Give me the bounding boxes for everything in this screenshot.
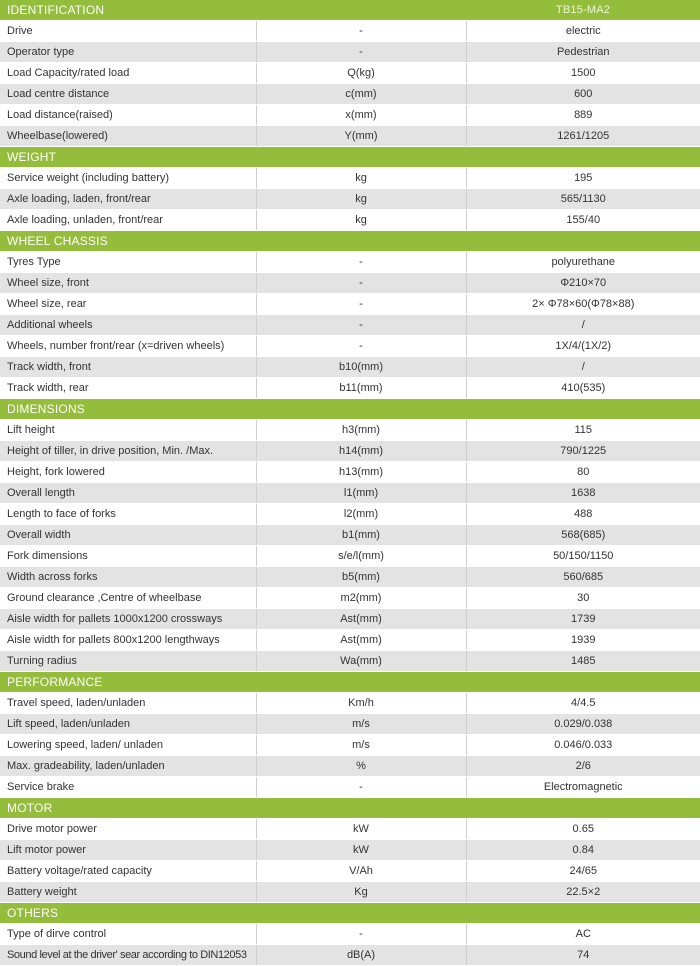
spec-value: 24/65 xyxy=(466,861,700,882)
spec-row xyxy=(0,420,700,441)
spec-row xyxy=(0,756,700,777)
spec-value: Pedestrian xyxy=(466,42,700,63)
spec-unit: x(mm) xyxy=(256,105,466,126)
model-name: TB15-MA2 xyxy=(466,0,700,21)
spec-value: 1485 xyxy=(466,651,700,672)
spec-unit: kW xyxy=(256,840,466,861)
spec-row xyxy=(0,651,700,672)
spec-label: Aisle width for pallets 1000x1200 crossways xyxy=(0,609,256,630)
spec-label: Track width, front xyxy=(0,357,256,378)
spec-label: Wheels, number front/rear (x=driven wheels) xyxy=(0,336,256,357)
spec-row xyxy=(0,714,700,735)
spec-label: Width across forks xyxy=(0,567,256,588)
spec-unit: m2(mm) xyxy=(256,588,466,609)
spec-row xyxy=(0,168,700,189)
spec-unit: m/s xyxy=(256,714,466,735)
spec-value: 1638 xyxy=(466,483,700,504)
spec-label: Lift motor power xyxy=(0,840,256,861)
spec-value: / xyxy=(466,357,700,378)
spec-label: Drive xyxy=(0,21,256,42)
section-title: MOTOR xyxy=(0,798,700,819)
spec-value: 560/685 xyxy=(466,567,700,588)
section-header-performance xyxy=(0,672,700,693)
spec-label: Drive motor power xyxy=(0,819,256,840)
section-title: IDENTIFICATION xyxy=(0,0,466,21)
spec-unit: h3(mm) xyxy=(256,420,466,441)
section-header-dimensions xyxy=(0,399,700,420)
section-header-weight xyxy=(0,147,700,168)
spec-label: Track width, rear xyxy=(0,378,256,399)
spec-value: 0.046/0.033 xyxy=(466,735,700,756)
spec-value: Φ210×70 xyxy=(466,273,700,294)
spec-row xyxy=(0,210,700,231)
spec-value: 4/4.5 xyxy=(466,693,700,714)
spec-label: Aisle width for pallets 800x1200 lengthways xyxy=(0,630,256,651)
spec-unit: % xyxy=(256,756,466,777)
spec-value: 0.84 xyxy=(466,840,700,861)
spec-row xyxy=(0,525,700,546)
spec-row xyxy=(0,861,700,882)
spec-value: 115 xyxy=(466,420,700,441)
spec-unit: h13(mm) xyxy=(256,462,466,483)
spec-unit: h14(mm) xyxy=(256,441,466,462)
spec-value: 2× Φ78×60(Φ78×88) xyxy=(466,294,700,315)
spec-value: 568(685) xyxy=(466,525,700,546)
spec-label: Load Capacity/rated load xyxy=(0,63,256,84)
spec-row xyxy=(0,21,700,42)
section-title: OTHERS xyxy=(0,903,700,924)
spec-value: 488 xyxy=(466,504,700,525)
spec-label: Tyres Type xyxy=(0,252,256,273)
spec-row xyxy=(0,609,700,630)
section-header-motor xyxy=(0,798,700,819)
spec-unit: - xyxy=(256,315,466,336)
spec-value: 790/1225 xyxy=(466,441,700,462)
spec-row xyxy=(0,273,700,294)
spec-value: 155/40 xyxy=(466,210,700,231)
section-title: WEIGHT xyxy=(0,147,700,168)
spec-value: 1X/4/(1X/2) xyxy=(466,336,700,357)
spec-row xyxy=(0,924,700,945)
spec-row xyxy=(0,630,700,651)
spec-row xyxy=(0,735,700,756)
spec-row xyxy=(0,588,700,609)
spec-unit: l1(mm) xyxy=(256,483,466,504)
spec-unit: Kg xyxy=(256,882,466,903)
spec-unit: dB(A) xyxy=(256,945,466,966)
section-title: WHEEL CHASSIS xyxy=(0,231,700,252)
spec-value: 600 xyxy=(466,84,700,105)
spec-label: Wheel size, rear xyxy=(0,294,256,315)
spec-unit: - xyxy=(256,336,466,357)
spec-row xyxy=(0,819,700,840)
spec-value: 30 xyxy=(466,588,700,609)
spec-row xyxy=(0,840,700,861)
spec-label: Service brake xyxy=(0,777,256,798)
spec-value: 1739 xyxy=(466,609,700,630)
spec-row xyxy=(0,357,700,378)
spec-label: Load centre distance xyxy=(0,84,256,105)
spec-unit: c(mm) xyxy=(256,84,466,105)
spec-unit: Ast(mm) xyxy=(256,630,466,651)
spec-unit: b1(mm) xyxy=(256,525,466,546)
spec-value: 1939 xyxy=(466,630,700,651)
spec-unit: m/s xyxy=(256,735,466,756)
spec-unit: kg xyxy=(256,189,466,210)
spec-value: 410(535) xyxy=(466,378,700,399)
spec-unit: Q(kg) xyxy=(256,63,466,84)
spec-label: Ground clearance ,Centre of wheelbase xyxy=(0,588,256,609)
spec-row xyxy=(0,105,700,126)
spec-label: Height, fork lowered xyxy=(0,462,256,483)
spec-label: Axle loading, unladen, front/rear xyxy=(0,210,256,231)
spec-value: 80 xyxy=(466,462,700,483)
section-header-identification xyxy=(0,0,700,21)
spec-unit: kg xyxy=(256,168,466,189)
spec-value: 50/150/1150 xyxy=(466,546,700,567)
spec-row xyxy=(0,567,700,588)
spec-unit: Wa(mm) xyxy=(256,651,466,672)
spec-label: Length to face of forks xyxy=(0,504,256,525)
spec-label: Overall length xyxy=(0,483,256,504)
spec-unit: b11(mm) xyxy=(256,378,466,399)
spec-row xyxy=(0,252,700,273)
spec-unit: - xyxy=(256,273,466,294)
spec-label: Sound level at the driver' sear according to DIN12053 xyxy=(0,945,256,966)
spec-value: 2/6 xyxy=(466,756,700,777)
spec-label: Service weight (including battery) xyxy=(0,168,256,189)
spec-unit: b5(mm) xyxy=(256,567,466,588)
spec-label: Lift speed, laden/unladen xyxy=(0,714,256,735)
spec-row xyxy=(0,84,700,105)
spec-unit: - xyxy=(256,924,466,945)
spec-row xyxy=(0,42,700,63)
spec-row xyxy=(0,777,700,798)
spec-value: 0.029/0.038 xyxy=(466,714,700,735)
spec-row xyxy=(0,462,700,483)
section-title: DIMENSIONS xyxy=(0,399,700,420)
spec-unit: b10(mm) xyxy=(256,357,466,378)
spec-unit: V/Ah xyxy=(256,861,466,882)
spec-value: AC xyxy=(466,924,700,945)
spec-unit: - xyxy=(256,252,466,273)
spec-unit: - xyxy=(256,294,466,315)
spec-unit: Km/h xyxy=(256,693,466,714)
spec-row xyxy=(0,483,700,504)
spec-unit: - xyxy=(256,21,466,42)
spec-row xyxy=(0,315,700,336)
spec-row xyxy=(0,378,700,399)
spec-value: 195 xyxy=(466,168,700,189)
spec-label: Type of dirve control xyxy=(0,924,256,945)
spec-value: 0.65 xyxy=(466,819,700,840)
spec-label: Wheel size, front xyxy=(0,273,256,294)
spec-label: Turning radius xyxy=(0,651,256,672)
spec-value: electric xyxy=(466,21,700,42)
spec-unit: - xyxy=(256,777,466,798)
spec-row xyxy=(0,126,700,147)
spec-row xyxy=(0,294,700,315)
spec-label: Additional wheels xyxy=(0,315,256,336)
spec-value: 1500 xyxy=(466,63,700,84)
spec-value: 565/1130 xyxy=(466,189,700,210)
spec-label: Overall width xyxy=(0,525,256,546)
section-header-wheel-chassis xyxy=(0,231,700,252)
spec-value: / xyxy=(466,315,700,336)
spec-row xyxy=(0,63,700,84)
spec-unit: Y(mm) xyxy=(256,126,466,147)
spec-row xyxy=(0,336,700,357)
spec-unit: Ast(mm) xyxy=(256,609,466,630)
spec-row xyxy=(0,882,700,903)
spec-label: Max. gradeability, laden/unladen xyxy=(0,756,256,777)
spec-label: Battery weight xyxy=(0,882,256,903)
spec-label: Height of tiller, in drive position, Min. /Max. xyxy=(0,441,256,462)
spec-row xyxy=(0,441,700,462)
spec-label: Load distance(raised) xyxy=(0,105,256,126)
spec-label: Fork dimensions xyxy=(0,546,256,567)
spec-label: Travel speed, laden/unladen xyxy=(0,693,256,714)
spec-unit: kW xyxy=(256,819,466,840)
spec-label: Operator type xyxy=(0,42,256,63)
spec-row xyxy=(0,189,700,210)
spec-row xyxy=(0,693,700,714)
spec-label: Wheelbase(lowered) xyxy=(0,126,256,147)
spec-value: 22.5×2 xyxy=(466,882,700,903)
spec-value: polyurethane xyxy=(466,252,700,273)
spec-unit: l2(mm) xyxy=(256,504,466,525)
spec-label: Axle loading, laden, front/rear xyxy=(0,189,256,210)
spec-value: Electromagnetic xyxy=(466,777,700,798)
section-title: PERFORMANCE xyxy=(0,672,700,693)
spec-label: Battery voltage/rated capacity xyxy=(0,861,256,882)
spec-label: Lift height xyxy=(0,420,256,441)
spec-unit: kg xyxy=(256,210,466,231)
spec-label: Lowering speed, laden/ unladen xyxy=(0,735,256,756)
spec-value: 1261/1205 xyxy=(466,126,700,147)
spec-value: 74 xyxy=(466,945,700,966)
spec-unit: s/e/l(mm) xyxy=(256,546,466,567)
spec-row xyxy=(0,504,700,525)
spec-value: 889 xyxy=(466,105,700,126)
section-header-others xyxy=(0,903,700,924)
spec-unit: - xyxy=(256,42,466,63)
spec-row xyxy=(0,945,700,966)
spec-row xyxy=(0,546,700,567)
